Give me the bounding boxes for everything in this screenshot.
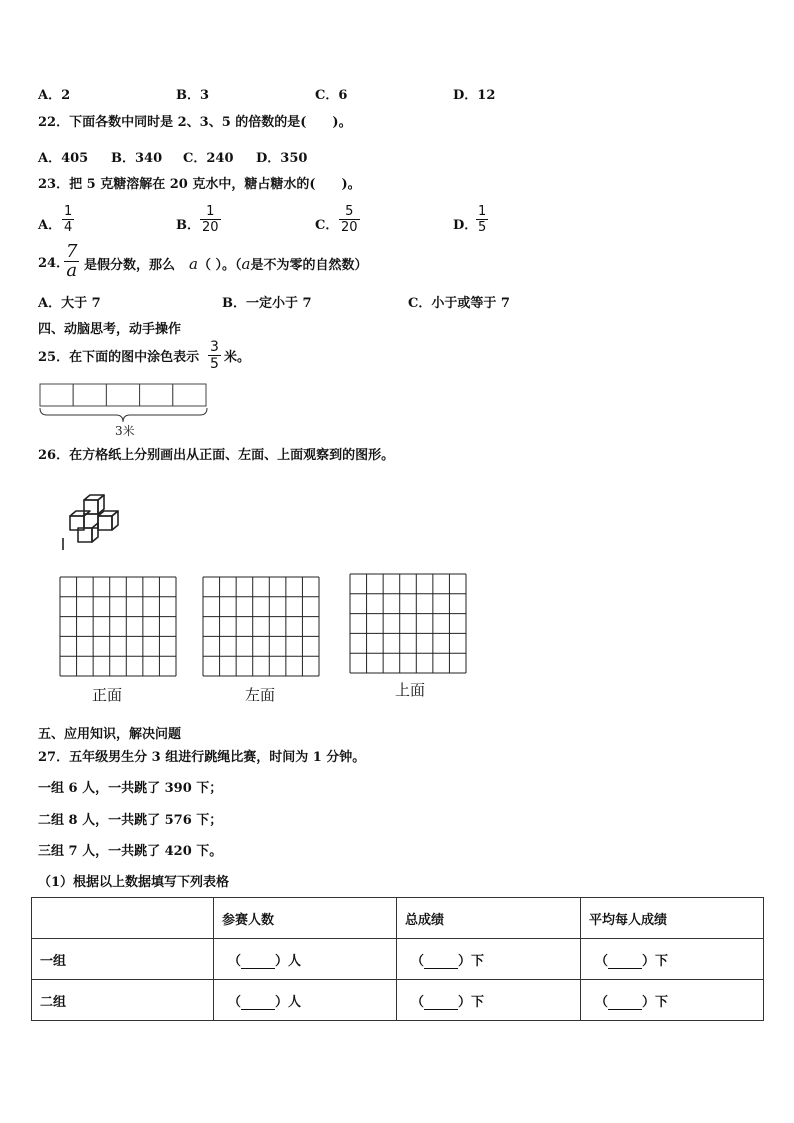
grid-label-left: 左面: [245, 686, 276, 704]
q21-option-c: C．6: [315, 88, 348, 103]
section-5-title: 五、应用知识，解决问题: [38, 727, 182, 742]
bar-segments[interactable]: [40, 384, 206, 406]
q21-option-b: B．3: [176, 88, 210, 103]
q24-option-b: B．一定小于 7: [222, 296, 312, 311]
fraction-numerator: 7: [66, 241, 78, 262]
answer-blank[interactable]: [608, 997, 642, 1010]
bar-segment[interactable]: [140, 384, 173, 406]
unit-label: 人: [288, 953, 302, 969]
open-paren: （: [228, 994, 242, 1010]
header-cell-total: 总成绩: [397, 898, 581, 939]
q23-option-b-fraction: [200, 204, 221, 235]
q22-stem: 22．下面各数中同时是 2、3、5 的倍数的是( )。: [38, 115, 352, 130]
unit-label: 下: [471, 953, 485, 969]
fraction-denominator: 4: [64, 220, 73, 235]
bar-segment[interactable]: [106, 384, 139, 406]
open-paren: （: [411, 953, 425, 969]
answer-cell-total[interactable]: [397, 980, 581, 1021]
q26-stem: 26．在方格纸上分别画出从正面、左面、上面观察到的图形。: [38, 448, 395, 463]
q27-stem: 27．五年级男生分 3 组进行跳绳比赛，时间为 1 分钟。: [38, 750, 366, 765]
q23-option-d-fraction: [476, 204, 488, 235]
q27-fact-2: 二组 8 人，一共跳了 576 下；: [38, 813, 223, 828]
answer-blank[interactable]: [608, 956, 642, 969]
grid-label-top: 上面: [395, 681, 426, 699]
fraction-denominator: 20: [341, 220, 358, 235]
answer-blank[interactable]: [241, 997, 275, 1010]
q22-option-a: A．405: [38, 151, 89, 166]
q27-fact-1: 一组 6 人，一共跳了 390 下；: [38, 781, 223, 796]
bar-segment[interactable]: [73, 384, 106, 406]
cube-front-side: [92, 523, 98, 542]
row-group-label: 二组: [32, 980, 214, 1021]
q27-fact-3: 三组 7 人，一共跳了 420 下。: [38, 844, 223, 859]
fraction-denominator: 5: [210, 356, 219, 372]
cube-top-front: [84, 500, 98, 514]
q23-option-b-label: B．: [176, 218, 200, 233]
cube-middle-front: [84, 514, 98, 528]
open-paren: （: [595, 994, 609, 1010]
table-row: [32, 939, 764, 980]
table-header-row: [32, 898, 764, 939]
answer-blank[interactable]: [241, 956, 275, 969]
close-paren: ）: [642, 953, 656, 969]
fraction-denominator: 20: [202, 220, 219, 235]
open-paren: （: [595, 953, 609, 969]
answer-blank[interactable]: [424, 997, 458, 1010]
q24-option-c: C．小于或等于 7: [408, 296, 510, 311]
q23-option-c-fraction: [339, 204, 360, 235]
q24-text1: 是假分数，那么: [84, 258, 176, 273]
table-row: [32, 980, 764, 1021]
q24-fraction: [64, 243, 79, 280]
answer-cell-average[interactable]: [581, 939, 764, 980]
q24-variable-2: a: [241, 255, 251, 273]
q22-option-c: C．240: [183, 151, 234, 166]
q25-stem-before: 25．在下面的图中涂色表示: [38, 350, 200, 365]
q24-option-a: A．大于 7: [38, 296, 101, 311]
score-table: [31, 897, 764, 1021]
close-paren: ）: [642, 994, 656, 1010]
fraction-denominator: a: [66, 260, 78, 281]
q24-variable: a: [189, 255, 198, 273]
unit-label: 下: [655, 953, 669, 969]
fraction-numerator: 3: [210, 339, 219, 355]
close-paren: ）: [458, 994, 472, 1010]
q24-text3: 是不为零的自然数）: [250, 258, 368, 273]
open-paren: （: [411, 994, 425, 1010]
q24-number: 24．: [38, 256, 70, 271]
q25-stem-after: 米。: [224, 350, 251, 365]
cube-right-front: [98, 516, 112, 530]
q24-text2: （ ）。（: [197, 258, 242, 273]
open-paren: （: [228, 953, 242, 969]
unit-label: 下: [471, 994, 485, 1010]
cube-stack-figure: [58, 492, 124, 550]
close-paren: ）: [275, 953, 289, 969]
header-cell-average: 平均每人成绩: [581, 898, 764, 939]
header-cell-people: 参赛人数: [214, 898, 397, 939]
q21-option-d: D．12: [453, 88, 496, 103]
close-paren: ）: [458, 953, 472, 969]
grid-top-view[interactable]: [349, 573, 467, 674]
grid-front-view[interactable]: [59, 576, 177, 677]
bar-length-label: 3米: [115, 424, 135, 438]
q24-stem: [84, 256, 367, 274]
unit-label: 下: [655, 994, 669, 1010]
brace: [40, 408, 207, 422]
q22-option-b: B．340: [111, 151, 163, 166]
answer-cell-average[interactable]: [581, 980, 764, 1021]
q25-bar-diagram: [38, 382, 210, 440]
q27-sub1: （1）根据以上数据填写下列表格: [38, 875, 230, 890]
answer-cell-total[interactable]: [397, 939, 581, 980]
bar-segment[interactable]: [173, 384, 206, 406]
bar-segment[interactable]: [40, 384, 73, 406]
grid-label-front: 正面: [92, 686, 123, 704]
q23-option-d-label: D．: [453, 218, 478, 233]
answer-cell-people[interactable]: [214, 980, 397, 1021]
header-cell-empty: [32, 898, 214, 939]
q23-option-a-label: A．: [38, 218, 62, 233]
section-4-title: 四、动脑思考，动手操作: [38, 322, 182, 337]
row-group-label: 一组: [32, 939, 214, 980]
unit-label: 人: [288, 994, 302, 1010]
fraction-numerator: 5: [345, 204, 354, 219]
fraction-numerator: 1: [64, 204, 73, 219]
q23-stem: 23．把 5 克糖溶解在 20 克水中，糖占糖水的( )。: [38, 177, 361, 192]
fraction-denominator: 5: [478, 220, 487, 235]
grid-left-view[interactable]: [202, 576, 320, 677]
answer-blank[interactable]: [424, 956, 458, 969]
q25-fraction: [208, 339, 221, 372]
q22-option-d: D．350: [256, 151, 308, 166]
close-paren: ）: [275, 994, 289, 1010]
q23-option-a-fraction: [62, 204, 74, 235]
cube-right-side: [112, 511, 118, 530]
fraction-numerator: 1: [206, 204, 215, 219]
fraction-numerator: 1: [478, 204, 487, 219]
q23-option-c-label: C．: [315, 218, 339, 233]
answer-cell-people[interactable]: [214, 939, 397, 980]
q21-option-a: A．2: [38, 88, 71, 103]
